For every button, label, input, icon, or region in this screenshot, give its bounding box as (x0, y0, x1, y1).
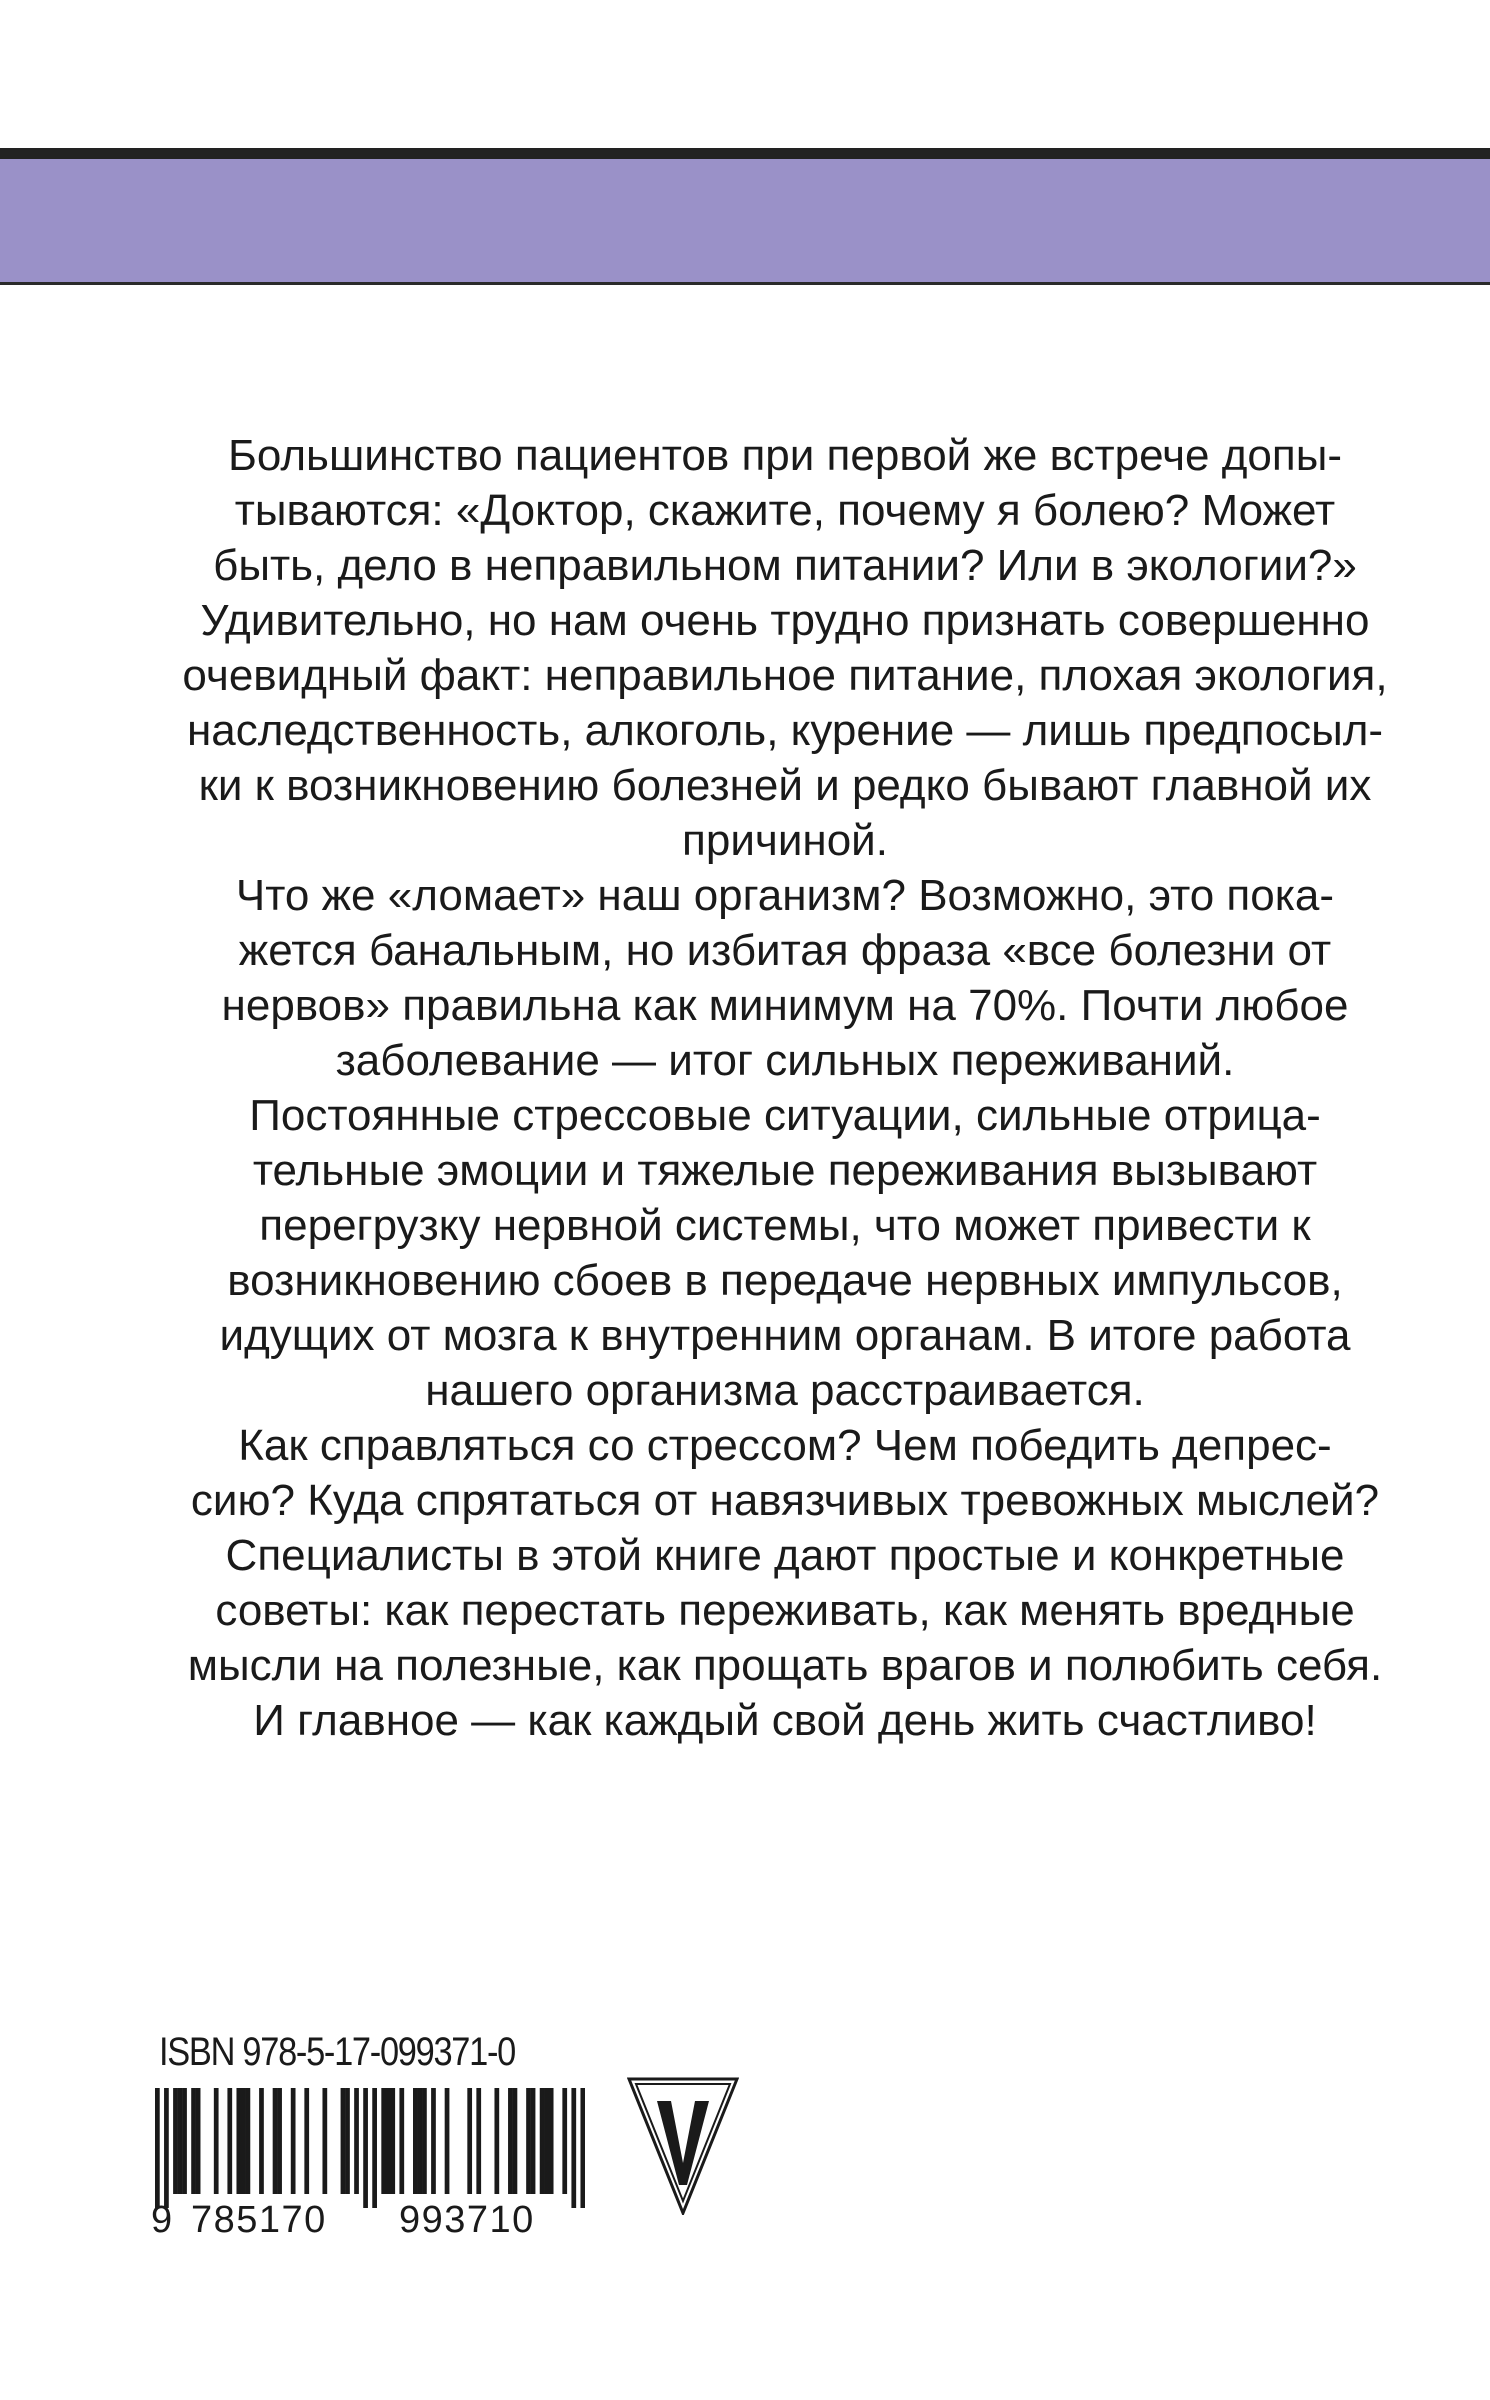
barcode-bar (513, 2088, 518, 2194)
isbn-block (151, 2030, 605, 2260)
barcode-bar (182, 2088, 187, 2194)
blurb-line: тываются: «Доктор, скажите, почему я болею? Может (234, 486, 1336, 535)
blurb-line: наследственность, алкоголь, курение — лишь предпосыл- (186, 706, 1384, 755)
barcode-left-digits: 785170 (191, 2199, 327, 2241)
blurb-line: Удивительно, но нам очень трудно признать совершенно (200, 596, 1370, 645)
blurb-line: жется банальным, но избитая фраза «все болезни от (238, 926, 1332, 975)
blurb-line: Большинство пациентов при первой же встрече допы- (228, 431, 1342, 480)
barcode-bar (580, 2088, 585, 2208)
barcode-bar (164, 2088, 169, 2208)
barcode-bar (540, 2088, 545, 2194)
blurb-line: И главное — как каждый свой день жить счастливо! (253, 1696, 1317, 1745)
barcode-bar (494, 2088, 499, 2194)
blurb-line: Специалисты в этой книге дают простые и конкретные (225, 1531, 1345, 1580)
barcode-bar (214, 2088, 219, 2194)
barcode-bar (354, 2088, 359, 2194)
blurb-line: Как справляться со стрессом? Чем победить депрес- (238, 1421, 1332, 1470)
blurb-line: быть, дело в неправильном питании? Или в экологии?» (213, 541, 1357, 590)
back-cover-blurb (140, 428, 1430, 1748)
barcode-bar (178, 2088, 183, 2194)
barcode (155, 2088, 585, 2208)
barcode-bar (341, 2088, 346, 2194)
blurb-line: нашего организма расстраивается. (425, 1366, 1145, 1415)
barcode-bar (236, 2088, 241, 2194)
blurb-line: мысли на полезные, как прощать врагов и полюбить себя. (187, 1641, 1383, 1690)
barcode-bar (531, 2088, 536, 2194)
blurb-line: возникновению сбоев в передаче нервных импульсов, (227, 1256, 1343, 1305)
top-color-band (0, 148, 1490, 285)
barcode-bar (273, 2088, 278, 2194)
barcode-bar (422, 2088, 427, 2194)
barcode-bar (399, 2088, 404, 2194)
blurb-line: заболевание — итог сильных переживаний. (335, 1036, 1235, 1085)
barcode-bar (445, 2088, 450, 2194)
barcode-bar (246, 2088, 251, 2194)
barcode-bar (191, 2088, 196, 2194)
barcode-bar (418, 2088, 423, 2194)
barcode-bar (372, 2088, 377, 2208)
barcode-bar (381, 2088, 386, 2194)
barcode-bar (413, 2088, 418, 2194)
blurb-line: нервов» правильна как минимум на 70%. Почти любое (221, 981, 1349, 1030)
blurb-line: ки к возникновению болезней и редко бывают главной их (198, 761, 1372, 810)
barcode-bar (196, 2088, 201, 2194)
barcode-bar (291, 2088, 296, 2194)
blurb-line: тельные эмоции и тяжелые переживания вызывают (252, 1146, 1318, 1195)
barcode-bar (241, 2088, 246, 2194)
barcode-bar (562, 2088, 567, 2194)
barcode-bar (526, 2088, 531, 2194)
blurb-line: перегрузку нервной системы, что может привести к (259, 1201, 1311, 1250)
barcode-bar (227, 2088, 232, 2194)
barcode-digits (151, 2195, 605, 2245)
barcode-bar (549, 2088, 554, 2194)
barcode-bar (571, 2088, 576, 2208)
barcode-bar (345, 2088, 350, 2194)
barcode-bar (431, 2088, 436, 2194)
barcode-bar (304, 2088, 309, 2194)
blurb-line: очевидный факт: неправильное питание, плохая экология, (182, 651, 1388, 700)
barcode-right-digits: 993710 (399, 2199, 535, 2241)
blurb-line: советы: как перестать переживать, как менять вредные (215, 1586, 1355, 1635)
barcode-first-digit: 9 (151, 2199, 173, 2241)
blurb-line: Что же «ломает» наш организм? Возможно, это пока- (235, 871, 1335, 920)
barcode-bar (508, 2088, 513, 2194)
barcode-bar (390, 2088, 395, 2194)
barcode-bar (259, 2088, 264, 2194)
v-triangle-logo-icon (627, 2077, 739, 2215)
isbn-label: ISBN 978-5-17-099371-0 (159, 2030, 515, 2074)
blurb-line: идущих от мозга к внутренним органам. В итоге работа (219, 1311, 1351, 1360)
barcode-bar (386, 2088, 391, 2194)
barcode-bar (322, 2088, 327, 2194)
blurb-line: Постоянные стрессовые ситуации, сильные отрица- (249, 1091, 1321, 1140)
barcode-bar (363, 2088, 368, 2208)
barcode-bar (476, 2088, 481, 2194)
barcode-bar (467, 2088, 472, 2194)
blurb-line: причиной. (682, 816, 888, 865)
barcode-bar (173, 2088, 178, 2194)
barcode-bar (277, 2088, 282, 2194)
barcode-bar (544, 2088, 549, 2194)
barcode-bar (155, 2088, 160, 2208)
blurb-line: сию? Куда спрятаться от навязчивых тревожных мыслей? (190, 1476, 1380, 1525)
